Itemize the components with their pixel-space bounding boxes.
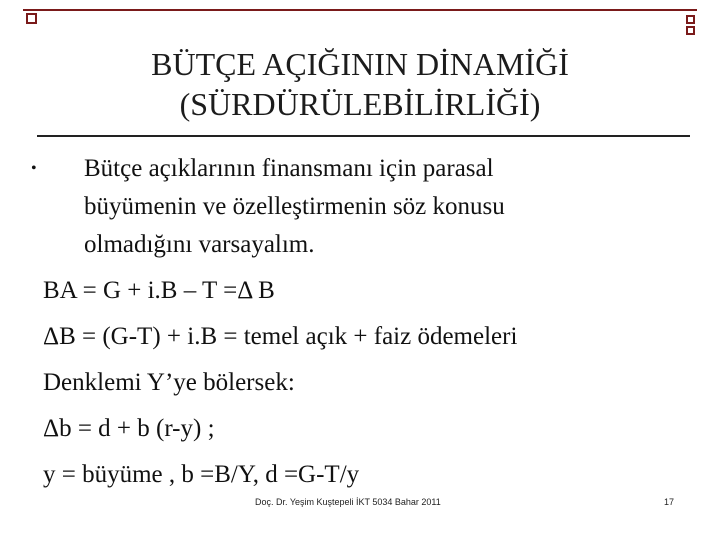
page-number: 17 [664, 497, 675, 507]
bullet-line: olmadığını varsayalım. [84, 231, 315, 258]
slide-title-line-1: BÜTÇE AÇIĞININ DİNAMİĞİ [151, 46, 569, 82]
equation-line: ΔB = (G-T) + i.B = temel açık + faiz ödemeleri [43, 323, 518, 350]
title-underline [37, 135, 690, 137]
equation-line: BA = G + i.B – T =Δ B [43, 277, 275, 304]
equation-line: y = büyüme , b =B/Y, d =G-T/y [43, 461, 360, 488]
top-decorative-line [23, 9, 697, 11]
bullet-line: büyümenin ve özelleştirmenin söz konusu [84, 193, 505, 220]
bullet-text [84, 150, 693, 264]
equation-line: Δb = d + b (r-y) ; [43, 415, 215, 442]
bullet-dot-icon: • [31, 160, 37, 177]
slide-title-line-2: (SÜRDÜRÜLEBİLİRLİĞİ) [179, 86, 541, 122]
equation-line: Denklemi Y’ye bölersek: [43, 369, 295, 396]
top-left-square-icon [26, 13, 37, 24]
footer-credit: Doç. Dr. Yeşim Kuştepeli İKT 5034 Bahar 2011 [255, 497, 441, 507]
top-right-square-icon [686, 15, 695, 24]
top-right-lower-square-icon [686, 26, 695, 35]
bullet-line: Bütçe açıklarının finansmanı için parasal [84, 155, 494, 182]
slide-body [31, 150, 693, 498]
bullet-item [31, 150, 693, 264]
slide-title [80, 44, 640, 124]
